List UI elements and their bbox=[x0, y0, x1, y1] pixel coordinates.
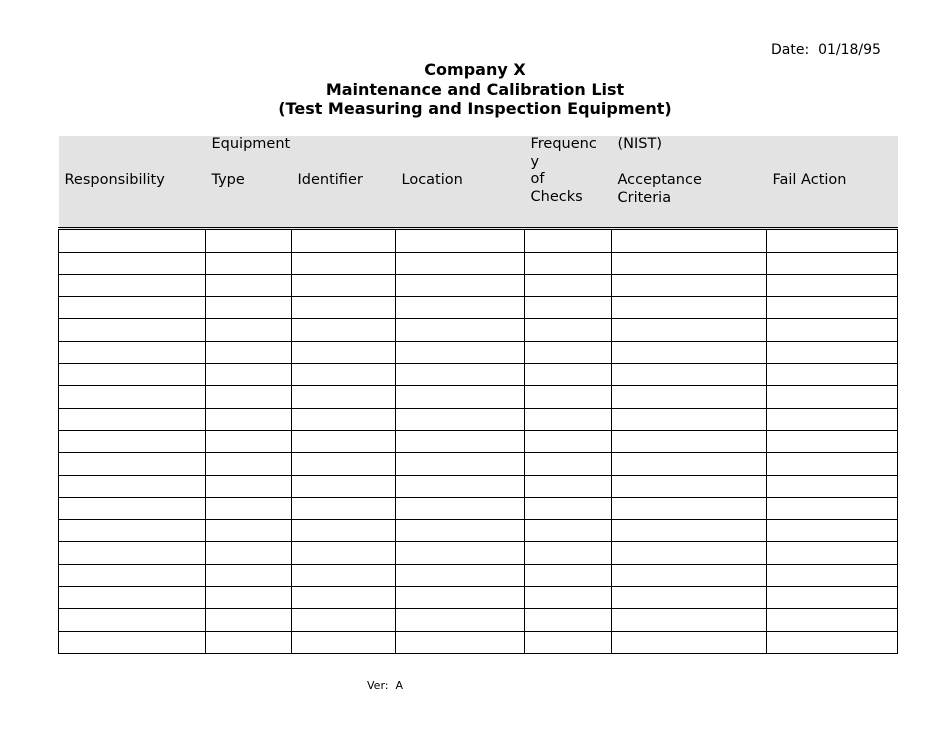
table-cell[interactable] bbox=[767, 364, 898, 386]
table-cell[interactable] bbox=[525, 564, 612, 586]
table-cell[interactable] bbox=[59, 609, 206, 631]
table-cell[interactable] bbox=[206, 564, 292, 586]
table-cell[interactable] bbox=[292, 497, 396, 519]
table-cell[interactable] bbox=[525, 542, 612, 564]
table-cell[interactable] bbox=[59, 520, 206, 542]
table-row bbox=[59, 587, 898, 609]
document-date: Date: 01/18/95 bbox=[771, 42, 881, 58]
table-cell[interactable] bbox=[292, 453, 396, 475]
table-cell[interactable] bbox=[767, 520, 898, 542]
header-location: Location bbox=[396, 155, 525, 229]
table-cell[interactable] bbox=[525, 408, 612, 430]
table-cell[interactable] bbox=[292, 587, 396, 609]
table-cell[interactable] bbox=[396, 475, 525, 497]
table-cell[interactable] bbox=[396, 341, 525, 363]
table-cell[interactable] bbox=[612, 408, 767, 430]
table-cell[interactable] bbox=[59, 364, 206, 386]
table-cell[interactable] bbox=[206, 252, 292, 274]
table-cell[interactable] bbox=[767, 497, 898, 519]
table-row bbox=[59, 475, 898, 497]
table-cell[interactable] bbox=[59, 542, 206, 564]
table-cell[interactable] bbox=[396, 497, 525, 519]
table-cell[interactable] bbox=[396, 520, 525, 542]
table-cell[interactable] bbox=[525, 631, 612, 653]
table-cell[interactable] bbox=[767, 475, 898, 497]
table-row bbox=[59, 319, 898, 341]
table-cell[interactable] bbox=[612, 497, 767, 519]
document-subtitle: (Test Measuring and Inspection Equipment) bbox=[278, 99, 672, 118]
header-blank bbox=[59, 136, 206, 155]
table-cell[interactable] bbox=[292, 609, 396, 631]
table-cell[interactable] bbox=[292, 475, 396, 497]
table-cell[interactable] bbox=[396, 631, 525, 653]
table-cell[interactable] bbox=[612, 341, 767, 363]
table-cell[interactable] bbox=[396, 542, 525, 564]
table-cell[interactable] bbox=[767, 609, 898, 631]
table-cell[interactable] bbox=[206, 520, 292, 542]
table-cell[interactable] bbox=[767, 274, 898, 296]
table-row bbox=[59, 609, 898, 631]
document-title-block bbox=[0, 60, 950, 119]
table-cell[interactable] bbox=[612, 587, 767, 609]
table-cell[interactable] bbox=[525, 229, 612, 253]
table-cell[interactable] bbox=[525, 341, 612, 363]
header-type: Type bbox=[206, 155, 292, 229]
table-cell[interactable] bbox=[396, 252, 525, 274]
table-cell[interactable] bbox=[767, 564, 898, 586]
header-blank bbox=[767, 136, 898, 155]
table-cell[interactable] bbox=[292, 297, 396, 319]
table-cell[interactable] bbox=[292, 430, 396, 452]
table-cell[interactable] bbox=[525, 609, 612, 631]
table-row bbox=[59, 297, 898, 319]
table-row bbox=[59, 430, 898, 452]
table-cell[interactable] bbox=[206, 430, 292, 452]
table-cell[interactable] bbox=[525, 520, 612, 542]
table-cell[interactable] bbox=[292, 542, 396, 564]
table-cell[interactable] bbox=[292, 341, 396, 363]
calibration-table bbox=[58, 136, 898, 654]
header-frequency-of-checks: Frequenc y of Checks bbox=[525, 136, 612, 229]
table-cell[interactable] bbox=[206, 319, 292, 341]
document-title: Maintenance and Calibration List bbox=[325, 79, 625, 99]
table-cell[interactable] bbox=[767, 453, 898, 475]
table-cell[interactable] bbox=[59, 386, 206, 408]
table-cell[interactable] bbox=[612, 520, 767, 542]
table-cell[interactable] bbox=[292, 631, 396, 653]
table-cell[interactable] bbox=[612, 564, 767, 586]
table-cell[interactable] bbox=[612, 364, 767, 386]
table-body bbox=[59, 229, 898, 654]
table-row bbox=[59, 497, 898, 519]
table-cell[interactable] bbox=[206, 453, 292, 475]
table-cell[interactable] bbox=[612, 274, 767, 296]
table-row bbox=[59, 408, 898, 430]
table-cell[interactable] bbox=[396, 408, 525, 430]
header-fail-action: Fail Action bbox=[767, 155, 898, 229]
table-cell[interactable] bbox=[612, 297, 767, 319]
table-cell[interactable] bbox=[59, 453, 206, 475]
table-cell[interactable] bbox=[396, 587, 525, 609]
table-cell[interactable] bbox=[767, 631, 898, 653]
company-name: Company X bbox=[424, 60, 526, 79]
table-cell[interactable] bbox=[767, 408, 898, 430]
table-cell[interactable] bbox=[206, 475, 292, 497]
table-cell[interactable] bbox=[206, 542, 292, 564]
table-cell[interactable] bbox=[206, 631, 292, 653]
table-cell[interactable] bbox=[396, 229, 525, 253]
table-cell[interactable] bbox=[396, 564, 525, 586]
table-cell[interactable] bbox=[292, 319, 396, 341]
header-acceptance-criteria: Acceptance Criteria bbox=[612, 155, 767, 229]
table-cell[interactable] bbox=[206, 497, 292, 519]
table-cell[interactable] bbox=[767, 252, 898, 274]
table-cell[interactable] bbox=[396, 319, 525, 341]
table-row bbox=[59, 364, 898, 386]
table-row bbox=[59, 564, 898, 586]
table-cell[interactable] bbox=[612, 475, 767, 497]
table-cell[interactable] bbox=[59, 430, 206, 452]
table-cell[interactable] bbox=[292, 364, 396, 386]
header-identifier: Identifier bbox=[292, 155, 396, 229]
table-cell[interactable] bbox=[525, 252, 612, 274]
version-label: Ver: A bbox=[367, 679, 403, 692]
header-blank bbox=[396, 136, 525, 155]
table-cell[interactable] bbox=[59, 274, 206, 296]
table-cell[interactable] bbox=[525, 386, 612, 408]
table-cell[interactable] bbox=[59, 229, 206, 253]
table-cell[interactable] bbox=[206, 386, 292, 408]
table-row bbox=[59, 229, 898, 253]
table-cell[interactable] bbox=[767, 386, 898, 408]
table-cell[interactable] bbox=[396, 430, 525, 452]
table-row bbox=[59, 542, 898, 564]
table-cell[interactable] bbox=[612, 453, 767, 475]
table-cell[interactable] bbox=[59, 475, 206, 497]
table-cell[interactable] bbox=[206, 364, 292, 386]
header-responsibility: Responsibility bbox=[59, 155, 206, 229]
table-cell[interactable] bbox=[525, 364, 612, 386]
header-row-group bbox=[59, 136, 898, 155]
table-cell[interactable] bbox=[612, 319, 767, 341]
header-row-columns bbox=[59, 155, 898, 229]
table-cell[interactable] bbox=[59, 497, 206, 519]
table-cell[interactable] bbox=[292, 274, 396, 296]
table-cell[interactable] bbox=[396, 453, 525, 475]
table-cell[interactable] bbox=[292, 386, 396, 408]
table-cell[interactable] bbox=[525, 587, 612, 609]
table-cell[interactable] bbox=[206, 341, 292, 363]
table-cell[interactable] bbox=[206, 297, 292, 319]
table-cell[interactable] bbox=[59, 252, 206, 274]
table-cell[interactable] bbox=[612, 229, 767, 253]
table-cell[interactable] bbox=[612, 631, 767, 653]
table-cell[interactable] bbox=[767, 229, 898, 253]
table-cell[interactable] bbox=[767, 430, 898, 452]
table-row bbox=[59, 386, 898, 408]
table-cell[interactable] bbox=[525, 497, 612, 519]
table-row bbox=[59, 520, 898, 542]
header-nist-group: (NIST) bbox=[612, 136, 767, 155]
header-equipment-group: Equipment bbox=[206, 136, 396, 155]
table-cell[interactable] bbox=[59, 408, 206, 430]
table-row bbox=[59, 453, 898, 475]
table-cell[interactable] bbox=[525, 453, 612, 475]
table-cell[interactable] bbox=[525, 430, 612, 452]
table-cell[interactable] bbox=[396, 364, 525, 386]
table-cell[interactable] bbox=[206, 587, 292, 609]
table-cell[interactable] bbox=[292, 408, 396, 430]
table-cell[interactable] bbox=[59, 297, 206, 319]
table-cell[interactable] bbox=[292, 564, 396, 586]
table-cell[interactable] bbox=[59, 631, 206, 653]
table-cell[interactable] bbox=[612, 386, 767, 408]
table-row bbox=[59, 341, 898, 363]
table-cell[interactable] bbox=[767, 297, 898, 319]
table-cell[interactable] bbox=[612, 430, 767, 452]
table-cell[interactable] bbox=[59, 319, 206, 341]
table-cell[interactable] bbox=[612, 609, 767, 631]
table-cell[interactable] bbox=[59, 564, 206, 586]
table-cell[interactable] bbox=[292, 229, 396, 253]
table-cell[interactable] bbox=[525, 475, 612, 497]
table-cell[interactable] bbox=[525, 319, 612, 341]
table-row bbox=[59, 252, 898, 274]
table-row bbox=[59, 274, 898, 296]
table-cell[interactable] bbox=[292, 520, 396, 542]
table-cell[interactable] bbox=[396, 609, 525, 631]
table-row bbox=[59, 631, 898, 653]
table-cell[interactable] bbox=[396, 386, 525, 408]
table-cell[interactable] bbox=[767, 542, 898, 564]
table-cell[interactable] bbox=[767, 319, 898, 341]
table-cell[interactable] bbox=[59, 341, 206, 363]
table-cell[interactable] bbox=[206, 274, 292, 296]
table-cell[interactable] bbox=[612, 542, 767, 564]
table-cell[interactable] bbox=[396, 274, 525, 296]
table-cell[interactable] bbox=[396, 297, 525, 319]
table-cell[interactable] bbox=[292, 252, 396, 274]
table-cell[interactable] bbox=[767, 587, 898, 609]
table-cell[interactable] bbox=[525, 274, 612, 296]
table-cell[interactable] bbox=[206, 609, 292, 631]
table-cell[interactable] bbox=[206, 408, 292, 430]
table-cell[interactable] bbox=[767, 341, 898, 363]
table-cell[interactable] bbox=[59, 587, 206, 609]
table-cell[interactable] bbox=[525, 297, 612, 319]
table-cell[interactable] bbox=[206, 229, 292, 253]
table-cell[interactable] bbox=[612, 252, 767, 274]
